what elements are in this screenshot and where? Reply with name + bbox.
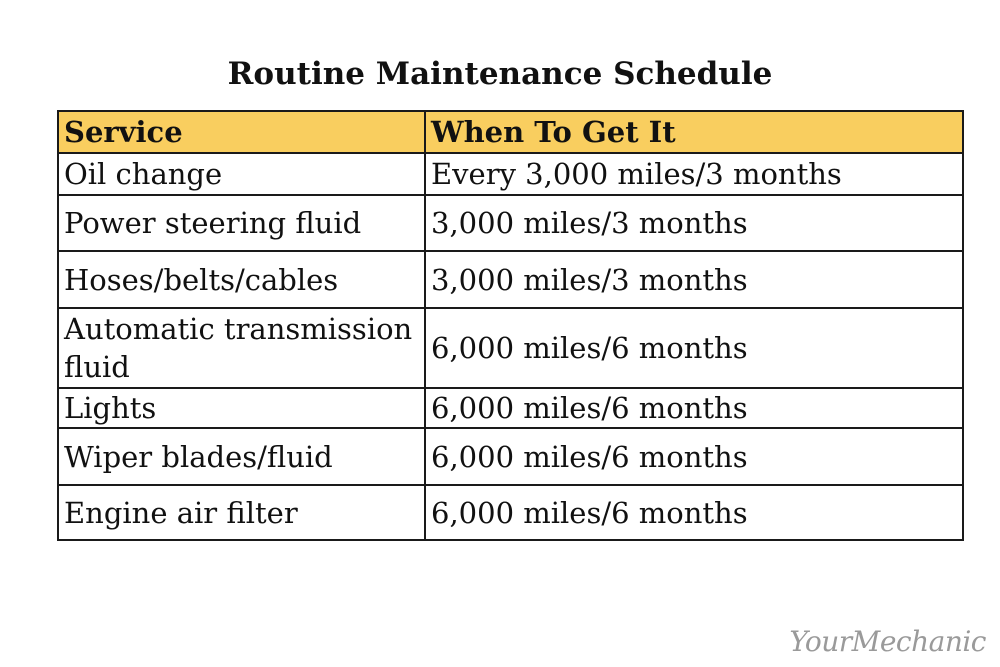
interval-cell: 3,000 miles/3 months [425,195,963,251]
table-row [58,153,963,195]
interval-cell: 6,000 miles/6 months [425,388,963,428]
maintenance-schedule-table [57,110,964,541]
table-row [58,485,963,540]
table-row [58,428,963,485]
table-row [58,195,963,251]
page-title: Routine Maintenance Schedule [227,56,773,92]
table-header-row [58,111,963,153]
service-cell: Power steering fluid [58,195,425,251]
service-cell: Lights [58,388,425,428]
service-cell: Engine air filter [58,485,425,540]
interval-cell: 6,000 miles/6 months [425,428,963,485]
service-cell: Wiper blades/fluid [58,428,425,485]
yourmechanic-watermark-logo: YourMechanic [789,625,986,658]
service-cell: Hoses/belts/cables [58,251,425,308]
column-header-when: When To Get It [425,111,963,153]
interval-cell: 6,000 miles/6 months [425,308,963,388]
table-row [58,251,963,308]
service-cell: Automatic transmission fluid [58,308,425,388]
table-row [58,308,963,388]
interval-cell: 6,000 miles/6 months [425,485,963,540]
interval-cell: Every 3,000 miles/3 months [425,153,963,195]
table-row [58,388,963,428]
interval-cell: 3,000 miles/3 months [425,251,963,308]
service-cell: Oil change [58,153,425,195]
column-header-service: Service [58,111,425,153]
